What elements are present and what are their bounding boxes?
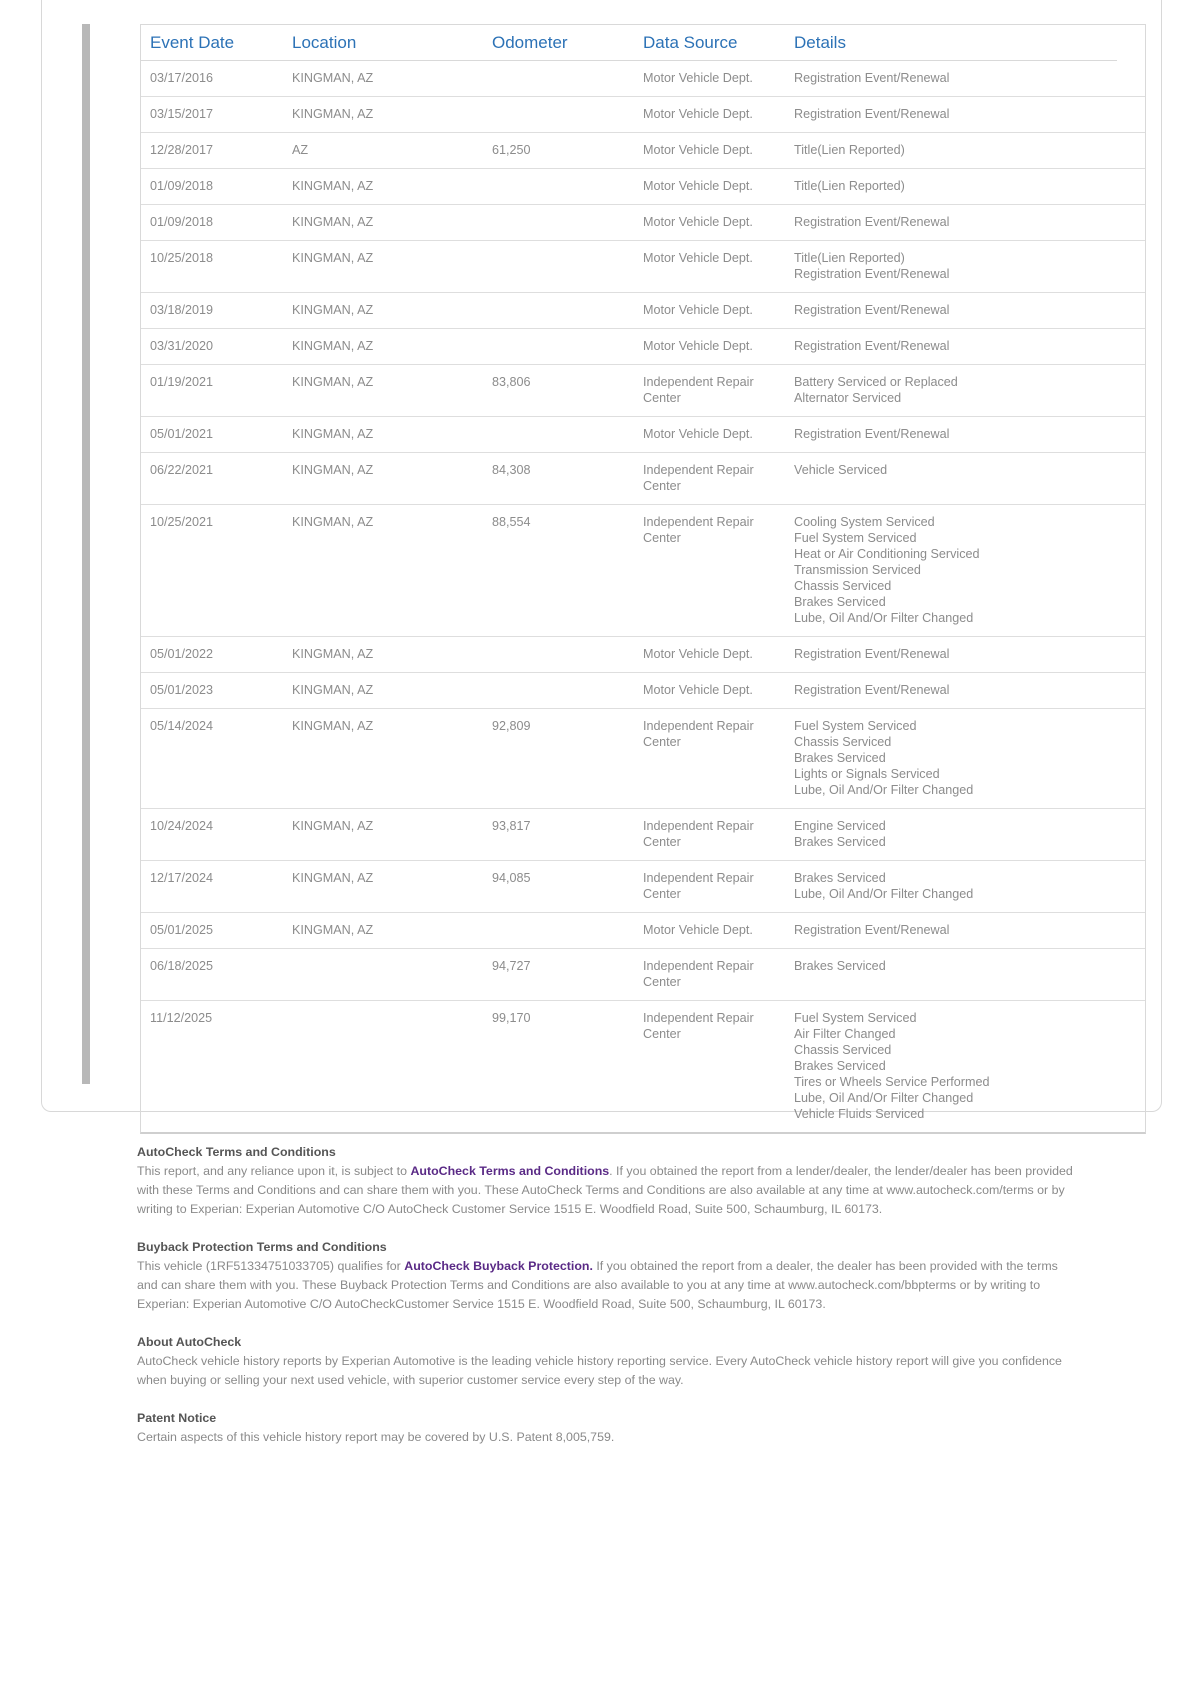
detail-line: Battery Serviced or Replaced — [794, 375, 958, 389]
cell-details — [794, 818, 1145, 850]
cell-data-source — [643, 338, 794, 354]
cell-odometer: 94,727 — [492, 959, 531, 973]
cell-details — [794, 214, 1145, 230]
data-source-line: Independent Repair — [643, 819, 754, 833]
patent-notice-title: Patent Notice — [137, 1411, 217, 1425]
cell-event-date: 01/09/2018 — [150, 179, 214, 193]
detail-line: Registration Event/Renewal — [794, 107, 950, 121]
cell-location: KINGMAN, AZ — [292, 515, 374, 529]
table-row — [141, 673, 1145, 709]
cell-details — [794, 922, 1145, 938]
data-source-line: Center — [643, 531, 681, 545]
cell-event-date: 11/12/2025 — [150, 1011, 213, 1025]
detail-line: Registration Event/Renewal — [794, 215, 950, 229]
data-source-line: Motor Vehicle Dept. — [643, 923, 753, 937]
about-autocheck-title: About AutoCheck — [137, 1335, 242, 1349]
data-source-line: Center — [643, 887, 681, 901]
cell-data-source — [643, 250, 794, 266]
data-source-line: Motor Vehicle Dept. — [643, 647, 753, 661]
cell-details — [794, 646, 1145, 662]
cell-data-source — [643, 818, 794, 850]
data-source-line: Motor Vehicle Dept. — [643, 143, 753, 157]
detail-line: Title(Lien Reported) — [794, 143, 905, 157]
table-row — [141, 453, 1145, 505]
cell-data-source — [643, 1010, 794, 1042]
cell-location: KINGMAN, AZ — [292, 923, 374, 937]
about-autocheck-text: AutoCheck vehicle history reports by Experian Automotive is the leading vehicle history reporting service. Every AutoCheck vehicle history report will give you confidence when buying or selling your next used vehicle, with superior customer service every step of the way. — [137, 1354, 1062, 1387]
cell-event-date: 03/18/2019 — [150, 303, 214, 317]
detail-line: Transmission Serviced — [794, 563, 921, 577]
cell-data-source — [643, 142, 794, 158]
data-source-line: Independent Repair — [643, 959, 754, 973]
data-source-line: Center — [643, 975, 681, 989]
cell-location: KINGMAN, AZ — [292, 683, 374, 697]
data-source-line: Independent Repair — [643, 719, 754, 733]
cell-event-date: 03/15/2017 — [150, 107, 214, 121]
cell-details — [794, 106, 1145, 122]
data-source-line: Motor Vehicle Dept. — [643, 427, 753, 441]
cell-data-source — [643, 718, 794, 750]
cell-odometer: 84,308 — [492, 463, 531, 477]
table-row — [141, 637, 1145, 673]
cell-event-date: 06/18/2025 — [150, 959, 214, 973]
cell-event-date: 05/01/2021 — [150, 427, 214, 441]
cell-details — [794, 1010, 1145, 1122]
detail-line: Lights or Signals Serviced — [794, 767, 940, 781]
table-row — [141, 133, 1145, 169]
cell-event-date: 01/19/2021 — [150, 375, 214, 389]
data-source-line: Motor Vehicle Dept. — [643, 71, 753, 85]
cell-event-date: 10/25/2018 — [150, 251, 214, 265]
data-source-line: Independent Repair — [643, 515, 754, 529]
vehicle-history-table — [140, 24, 1146, 1134]
data-source-line: Center — [643, 1027, 681, 1041]
table-row — [141, 949, 1145, 1001]
data-source-line: Motor Vehicle Dept. — [643, 107, 753, 121]
header-location: Location — [292, 32, 357, 52]
detail-line: Chassis Serviced — [794, 735, 892, 749]
detail-line: Brakes Serviced — [794, 871, 886, 885]
cell-data-source — [643, 302, 794, 318]
cell-details — [794, 142, 1145, 158]
detail-line: Brakes Serviced — [794, 1059, 886, 1073]
cell-location: KINGMAN, AZ — [292, 647, 374, 661]
cell-location: KINGMAN, AZ — [292, 107, 374, 121]
cell-event-date: 06/22/2021 — [150, 463, 214, 477]
detail-line: Registration Event/Renewal — [794, 683, 950, 697]
cell-event-date: 03/31/2020 — [150, 339, 214, 353]
data-source-line: Center — [643, 835, 681, 849]
autocheck-terms-pre: This report, and any reliance upon it, is subject to — [137, 1164, 411, 1178]
cell-data-source — [643, 70, 794, 86]
cell-details — [794, 302, 1145, 318]
data-source-line: Motor Vehicle Dept. — [643, 215, 753, 229]
cell-location: KINGMAN, AZ — [292, 179, 374, 193]
table-row — [141, 913, 1145, 949]
detail-line: Registration Event/Renewal — [794, 267, 950, 281]
data-source-line: Motor Vehicle Dept. — [643, 251, 753, 265]
cell-details — [794, 426, 1145, 442]
detail-line: Vehicle Serviced — [794, 463, 888, 477]
detail-line: Registration Event/Renewal — [794, 923, 950, 937]
cell-event-date: 10/24/2024 — [150, 819, 214, 833]
detail-line: Vehicle Fluids Serviced — [794, 1107, 925, 1121]
cell-data-source — [643, 462, 794, 494]
cell-event-date: 12/28/2017 — [150, 143, 214, 157]
table-row — [141, 365, 1145, 417]
terms-section — [137, 1143, 1077, 1466]
detail-line: Title(Lien Reported) — [794, 251, 905, 265]
cell-odometer: 88,554 — [492, 515, 531, 529]
cell-details — [794, 374, 1145, 406]
cell-data-source — [643, 514, 794, 546]
cell-event-date: 10/25/2021 — [150, 515, 214, 529]
cell-event-date: 05/14/2024 — [150, 719, 214, 733]
detail-line: Title(Lien Reported) — [794, 179, 905, 193]
detail-line: Brakes Serviced — [794, 595, 886, 609]
detail-line: Tires or Wheels Service Performed — [794, 1075, 990, 1089]
table-row — [141, 861, 1145, 913]
detail-line: Fuel System Serviced — [794, 719, 917, 733]
cell-location: KINGMAN, AZ — [292, 215, 374, 229]
detail-line: Chassis Serviced — [794, 1043, 892, 1057]
detail-line: Registration Event/Renewal — [794, 303, 950, 317]
cell-location: KINGMAN, AZ — [292, 871, 374, 885]
detail-line: Fuel System Serviced — [794, 1011, 917, 1025]
data-source-line: Center — [643, 391, 681, 405]
data-source-line: Motor Vehicle Dept. — [643, 339, 753, 353]
buyback-protection-link[interactable]: AutoCheck Buyback Protection. — [404, 1259, 593, 1273]
data-source-line: Independent Repair — [643, 1011, 754, 1025]
detail-line: Lube, Oil And/Or Filter Changed — [794, 783, 974, 797]
autocheck-terms-title: AutoCheck Terms and Conditions — [137, 1145, 336, 1159]
cell-location: KINGMAN, AZ — [292, 719, 374, 733]
autocheck-terms-link[interactable]: AutoCheck Terms and Conditions — [410, 1164, 610, 1178]
data-source-line: Independent Repair — [643, 375, 754, 389]
cell-odometer: 92,809 — [492, 719, 531, 733]
data-source-line: Independent Repair — [643, 871, 754, 885]
table-row — [141, 205, 1145, 241]
cell-location: KINGMAN, AZ — [292, 303, 374, 317]
table-header — [141, 25, 1117, 61]
detail-line: Fuel System Serviced — [794, 531, 917, 545]
table-row — [141, 61, 1145, 97]
cell-details — [794, 682, 1145, 698]
cell-odometer: 83,806 — [492, 375, 531, 389]
table-row — [141, 169, 1145, 205]
cell-data-source — [643, 426, 794, 442]
detail-line: Air Filter Changed — [794, 1027, 896, 1041]
data-source-line: Motor Vehicle Dept. — [643, 179, 753, 193]
cell-location: KINGMAN, AZ — [292, 251, 374, 265]
detail-line: Cooling System Serviced — [794, 515, 935, 529]
cell-odometer: 99,170 — [492, 1011, 531, 1025]
cell-details — [794, 514, 1145, 626]
detail-line: Alternator Serviced — [794, 391, 902, 405]
buyback-terms-text — [137, 1257, 1077, 1314]
cell-data-source — [643, 106, 794, 122]
cell-data-source — [643, 870, 794, 902]
detail-line: Registration Event/Renewal — [794, 71, 950, 85]
detail-line: Registration Event/Renewal — [794, 427, 950, 441]
data-source-line: Independent Repair — [643, 463, 754, 477]
cell-event-date: 05/01/2023 — [150, 683, 214, 697]
cell-location: KINGMAN, AZ — [292, 463, 374, 477]
buyback-terms-post: If you obtained the report from a dealer, the dealer has been provided with the terms and can share them with you. These Buyback Protection Terms and Conditions are also available to you at any time at www.autocheck.com/bbpterms or by writing to Experian: Experian Automotive C/O AutoCheckCustomer Service 1515 E. Woodfield Road, Suite 500, Schaumburg, IL 60173. — [137, 1259, 1058, 1311]
cell-odometer: 93,817 — [492, 819, 531, 833]
header-data-source: Data Source — [643, 32, 738, 52]
detail-line: Brakes Serviced — [794, 959, 886, 973]
cell-event-date: 12/17/2024 — [150, 871, 214, 885]
detail-line: Chassis Serviced — [794, 579, 892, 593]
cell-details — [794, 718, 1145, 798]
cell-data-source — [643, 682, 794, 698]
detail-line: Heat or Air Conditioning Serviced — [794, 547, 980, 561]
cell-odometer: 61,250 — [492, 143, 531, 157]
table-row — [141, 709, 1145, 809]
detail-line: Lube, Oil And/Or Filter Changed — [794, 887, 974, 901]
timeline-bar — [82, 24, 90, 1084]
table-row — [141, 417, 1145, 453]
table-row — [141, 241, 1145, 293]
autocheck-terms-post: . If you obtained the report from a lender/dealer, the lender/dealer has been provided with these Terms and Conditions and can share them with you. These AutoCheck Terms and Conditions are also available at any time at www.autocheck.com/terms or by writing to Experian: Experian Automotive C/O AutoCheck Customer Service 1515 E. Woodfield Road, Suite 500, Schaumburg, IL 60173. — [137, 1164, 1073, 1216]
data-source-line: Motor Vehicle Dept. — [643, 683, 753, 697]
table-row — [141, 97, 1145, 133]
cell-event-date: 05/01/2025 — [150, 923, 214, 937]
header-event-date: Event Date — [150, 32, 235, 52]
header-odometer: Odometer — [492, 32, 568, 52]
cell-details — [794, 338, 1145, 354]
cell-data-source — [643, 374, 794, 406]
data-source-line: Center — [643, 735, 681, 749]
buyback-terms-title: Buyback Protection Terms and Conditions — [137, 1240, 387, 1254]
cell-event-date: 01/09/2018 — [150, 215, 214, 229]
cell-location: KINGMAN, AZ — [292, 71, 374, 85]
detail-line: Lube, Oil And/Or Filter Changed — [794, 611, 974, 625]
detail-line: Registration Event/Renewal — [794, 339, 950, 353]
cell-event-date: 03/17/2016 — [150, 71, 214, 85]
cell-odometer: 94,085 — [492, 871, 531, 885]
cell-location: KINGMAN, AZ — [292, 375, 374, 389]
data-source-line: Motor Vehicle Dept. — [643, 303, 753, 317]
cell-event-date: 05/01/2022 — [150, 647, 214, 661]
table-row — [141, 293, 1145, 329]
table-row — [141, 1001, 1145, 1132]
cell-details — [794, 462, 1145, 478]
table-body — [141, 61, 1145, 1132]
cell-location: KINGMAN, AZ — [292, 427, 374, 441]
buyback-terms-pre: This vehicle (1RF51334751033705) qualifies for — [137, 1259, 405, 1273]
cell-details — [794, 70, 1145, 86]
autocheck-terms-text — [137, 1162, 1077, 1219]
table-row — [141, 505, 1145, 637]
detail-line: Engine Serviced — [794, 819, 886, 833]
table-row — [141, 329, 1145, 365]
cell-details — [794, 178, 1145, 194]
cell-details — [794, 958, 1145, 974]
cell-details — [794, 250, 1145, 282]
cell-data-source — [643, 958, 794, 990]
data-source-line: Center — [643, 479, 681, 493]
patent-notice-text: Certain aspects of this vehicle history report may be covered by U.S. Patent 8,005,759. — [137, 1430, 615, 1444]
table-row — [141, 809, 1145, 861]
cell-details — [794, 870, 1145, 902]
detail-line: Brakes Serviced — [794, 751, 886, 765]
cell-data-source — [643, 922, 794, 938]
detail-line: Brakes Serviced — [794, 835, 886, 849]
header-details: Details — [794, 32, 846, 52]
cell-data-source — [643, 178, 794, 194]
cell-location: KINGMAN, AZ — [292, 339, 374, 353]
detail-line: Lube, Oil And/Or Filter Changed — [794, 1091, 974, 1105]
cell-data-source — [643, 646, 794, 662]
cell-data-source — [643, 214, 794, 230]
cell-location: AZ — [292, 143, 309, 157]
detail-line: Registration Event/Renewal — [794, 647, 950, 661]
cell-location: KINGMAN, AZ — [292, 819, 374, 833]
